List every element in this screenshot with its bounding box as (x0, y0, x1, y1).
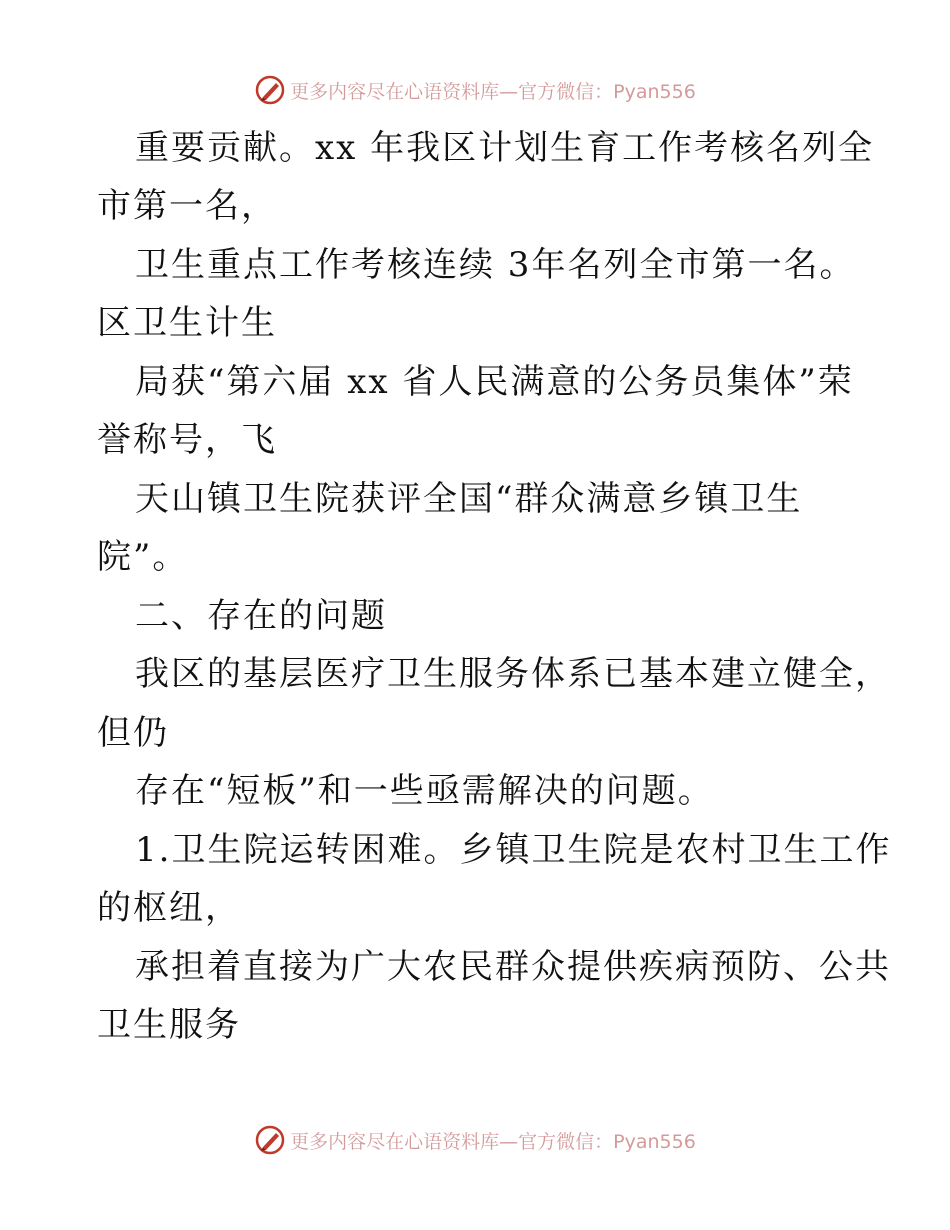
text-line: 我区的基层医疗卫生服务体系已基本建立健全， (135, 654, 891, 694)
watermark-banner (254, 1124, 696, 1156)
text-line: 市第一名， (97, 186, 277, 226)
text-line: 存在“短板”和一些亟需解决的问题。 (135, 771, 714, 811)
text-line: 卫生重点工作考核连续 3年名列全市第一名。 (135, 245, 856, 285)
text-line: 1.卫生院运转困难。乡镇卫生院是农村卫生工作 (135, 830, 892, 870)
text-line: 承担着直接为广大农民群众提供疾病预防、公共 (135, 947, 891, 987)
text-line: 的枢纽， (97, 888, 241, 928)
text-line: 院”。 (97, 537, 189, 577)
pen-logo-icon (254, 74, 286, 106)
header-watermark (0, 70, 950, 110)
section-heading: 二、存在的问题 (135, 596, 387, 636)
watermark-text: 更多内容尽在心语资料库—官方微信：Pyan556 (290, 1130, 696, 1153)
pen-logo-icon (254, 1124, 286, 1156)
text-line: 局获“第六届 xx 省人民满意的公务员集体”荣 (135, 362, 854, 402)
footer-watermark (0, 1120, 950, 1160)
text-line: 区卫生计生 (97, 303, 277, 343)
watermark-banner (254, 74, 696, 106)
watermark-text: 更多内容尽在心语资料库—官方微信：Pyan556 (290, 80, 696, 103)
text-line: 卫生服务 (97, 1005, 241, 1045)
text-line: 重要贡献。xx 年我区计划生育工作考核名列全 (135, 128, 875, 168)
text-line: 誉称号，飞 (97, 420, 277, 460)
text-line: 但仍 (97, 713, 169, 753)
text-line: 天山镇卫生院获评全国“群众满意乡镇卫生 (135, 479, 803, 519)
